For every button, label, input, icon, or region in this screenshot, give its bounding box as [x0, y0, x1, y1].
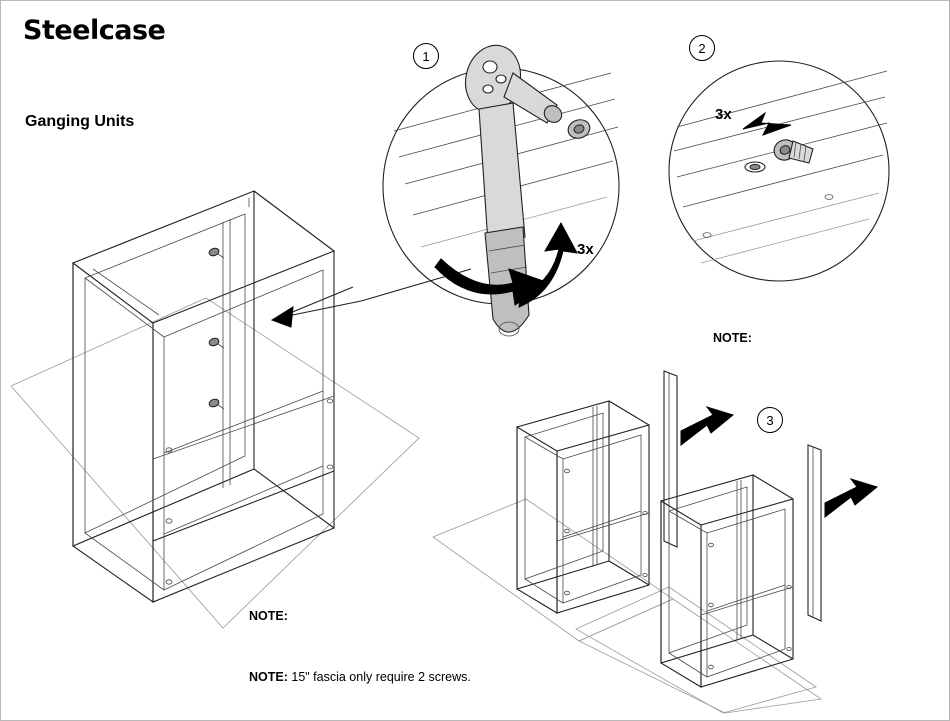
step2-quantity: 3x: [715, 106, 732, 123]
callout-1: [413, 43, 439, 69]
brand-logo: Steelcase: [23, 15, 166, 46]
unit-b: [661, 475, 793, 687]
left-frame-unit: [11, 191, 471, 628]
fascia-panel-a: [664, 371, 677, 547]
callout-2-label: 2: [698, 40, 706, 56]
note-bottom-label: NOTE:: [249, 670, 288, 684]
assembly-illustration: [1, 1, 950, 721]
step1-quantity: 3x: [577, 241, 594, 258]
ganging-units-step3: [433, 371, 877, 713]
note-left: NOTE:: [249, 609, 288, 623]
unit-a: [517, 401, 649, 613]
page-title: Ganging Units: [25, 113, 135, 130]
note-step2: NOTE:: [713, 331, 752, 345]
callout-1-label: 1: [422, 48, 430, 64]
fastener-markers: [166, 247, 333, 584]
note-bottom: [249, 670, 471, 684]
detail-circle-2: [669, 61, 889, 281]
ratchet-wrench: [459, 39, 565, 336]
callout-2: [689, 35, 715, 61]
note-bottom-text: 15" fascia only require 2 screws.: [287, 670, 471, 684]
callout-3-label: 3: [766, 412, 774, 428]
screw-fastener: [771, 137, 813, 163]
detail-circle-1: [383, 39, 619, 336]
fascia-panel-b: [808, 445, 821, 621]
callout-3: [757, 407, 783, 433]
